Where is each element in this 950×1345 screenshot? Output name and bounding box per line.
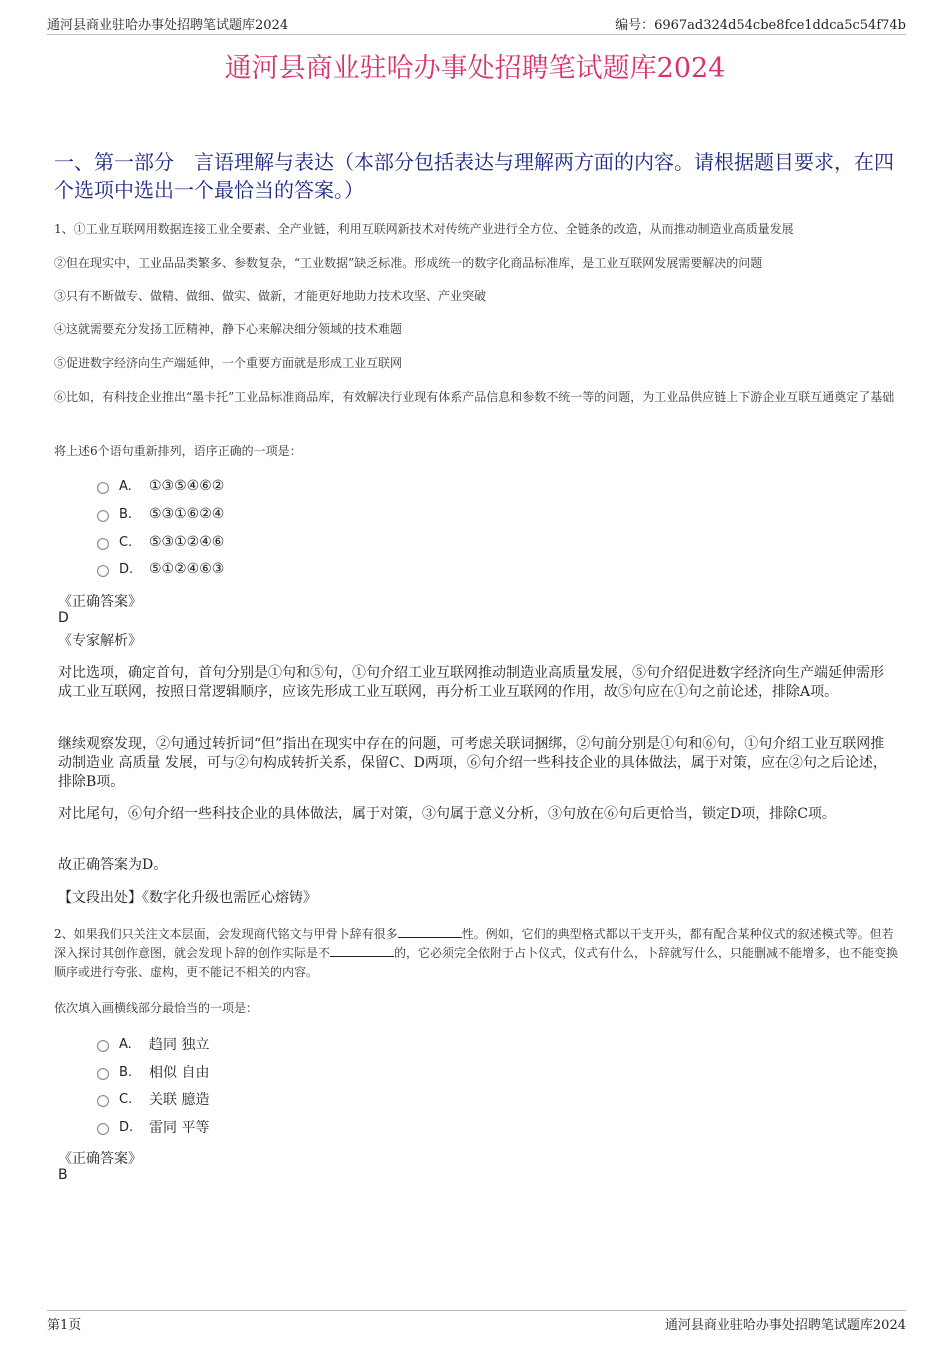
page-number: 第1页 — [47, 1318, 82, 1333]
footer-title: 通河县商业驻哈办事处招聘笔试题库2024 — [664, 1318, 906, 1333]
radio-icon[interactable] — [97, 1095, 109, 1107]
q2-option-c[interactable]: C. 关联 臆造 — [97, 1089, 209, 1109]
q1-sentence-3: ③只有不断做专、做精、做细、做实、做新，才能更好地助力技术攻坚、产业突破 — [54, 289, 487, 303]
radio-icon[interactable] — [97, 510, 109, 522]
q1-sentence-2: ②但在现实中，工业品品类繁多、参数复杂，“工业数据”缺乏标准。形成统一的数字化商品标准库，是工业互联网发展需要解决的问题 — [54, 256, 763, 270]
q2-option-d[interactable]: D. 雷同 平等 — [97, 1117, 209, 1137]
q1-sentence-1: 1、①工业互联网用数据连接工业全要素、全产业链，利用互联网新技术对传统产业进行全方位、全链条的改造，从而推动制造业高质量发展 — [54, 222, 794, 236]
q1-analysis-4: 故正确答案为D。 — [58, 857, 168, 873]
q2-prompt: 依次填入画横线部分最恰当的一项是： — [54, 1001, 259, 1015]
radio-icon[interactable] — [97, 1123, 109, 1135]
radio-icon[interactable] — [97, 1040, 109, 1052]
q1-analysis-2: 继续观察发现，②句通过转折词“但”指出在现实中存在的问题，可考虑关联词捆绑，②句前分别是①句和⑥句，①句介绍工业互联网推动制造业 高质量 发展，可与②句构成转折关系，保留C、D两项，⑥句介绍一些科技企业的具体做法，属于对策，应在②句之后论述，排除B项。 — [58, 736, 887, 790]
q1-source: 【文段出处】《数字化升级也需匠心熔铸》 — [58, 890, 317, 906]
header-title: 通河县商业驻哈办事处招聘笔试题库2024 — [47, 18, 289, 33]
q1-analysis-1: 对比选项，确定首句，首句分别是①句和⑤句，①句介绍工业互联网推动制造业高质量发展，⑤句介绍促进数字经济向生产端延伸需形成工业互联网，按照日常逻辑顺序，应该先形成工业互联网，再分析工业互联网的作用，故⑤句应在①句之前论述，排除A项。 — [58, 665, 884, 700]
radio-icon[interactable] — [97, 538, 109, 550]
q1-option-d[interactable]: D. ⑤①②④⑥③ — [97, 561, 224, 577]
q1-option-a[interactable]: A. ①③⑤④⑥② — [97, 478, 224, 494]
q1-prompt: 将上述6个语句重新排列，语序正确的一项是： — [54, 444, 302, 458]
page-header — [47, 14, 906, 35]
q2-stem: 2、如果我们只关注文本层面，会发现商代铭文与甲骨卜辞有很多 性。例如，它们的典型格式都以干支开头，都有配合某种仪式的叙述模式等。但若深入探讨其创作意图，就会发现卜辞的创作实际是不 的，它必须完全依附于占卜仪式，仪式有什么，卜辞就写什么，只能删减不能增多，也不能变换顺序或进行夸张、虚构，更不能记不相关的内容。 — [54, 927, 899, 979]
radio-icon[interactable] — [97, 482, 109, 494]
radio-icon[interactable] — [97, 1068, 109, 1080]
radio-icon[interactable] — [97, 565, 109, 577]
q2-answer: B — [58, 1167, 68, 1183]
q2-option-b[interactable]: B. 相似 自由 — [97, 1062, 209, 1082]
fill-blank-1[interactable] — [398, 927, 462, 938]
page-footer — [47, 1310, 906, 1333]
q1-option-c[interactable]: C. ⑤③①②④⑥ — [97, 534, 224, 550]
q1-sentence-6: ⑥比如，有科技企业推出“墨卡托”工业品标准商品库，有效解决行业现有体系产品信息和参数不统一等的问题，为工业品供应链上下游企业互联互通奠定了基础 — [54, 390, 895, 404]
q1-sentence-5: ⑤促进数字经济向生产端延伸，一个重要方面就是形成工业互联网 — [54, 356, 403, 370]
document-title: 通河县商业驻哈办事处招聘笔试题库2024 — [224, 53, 726, 84]
q1-analysis-3: 对比尾句，⑥句介绍一些科技企业的具体做法，属于对策，③句属于意义分析，③句放在⑥句后更恰当，锁定D项，排除C项。 — [58, 806, 836, 822]
q2-option-a[interactable]: A. 趋同 独立 — [97, 1034, 209, 1054]
q1-answer: D — [58, 610, 69, 626]
q1-option-b[interactable]: B. ⑤③①⑥②④ — [97, 506, 224, 522]
q2-answer-label: 《正确答案》 — [58, 1151, 142, 1167]
q1-answer-label: 《正确答案》 — [58, 594, 142, 610]
q1-analysis-label: 《专家解析》 — [58, 633, 142, 649]
header-serial: 编号：6967ad324d54cbe8fce1ddca5c54f74b — [615, 18, 906, 33]
q1-sentence-4: ④这就需要充分发扬工匠精神，静下心来解决细分领域的技术难题 — [54, 322, 403, 336]
section-heading: 一、第一部分 言语理解与表达（本部分包括表达与理解两方面的内容。请根据题目要求，在四个选项中选出一个最恰当的答案。） — [54, 150, 894, 202]
fill-blank-2[interactable] — [330, 946, 394, 957]
